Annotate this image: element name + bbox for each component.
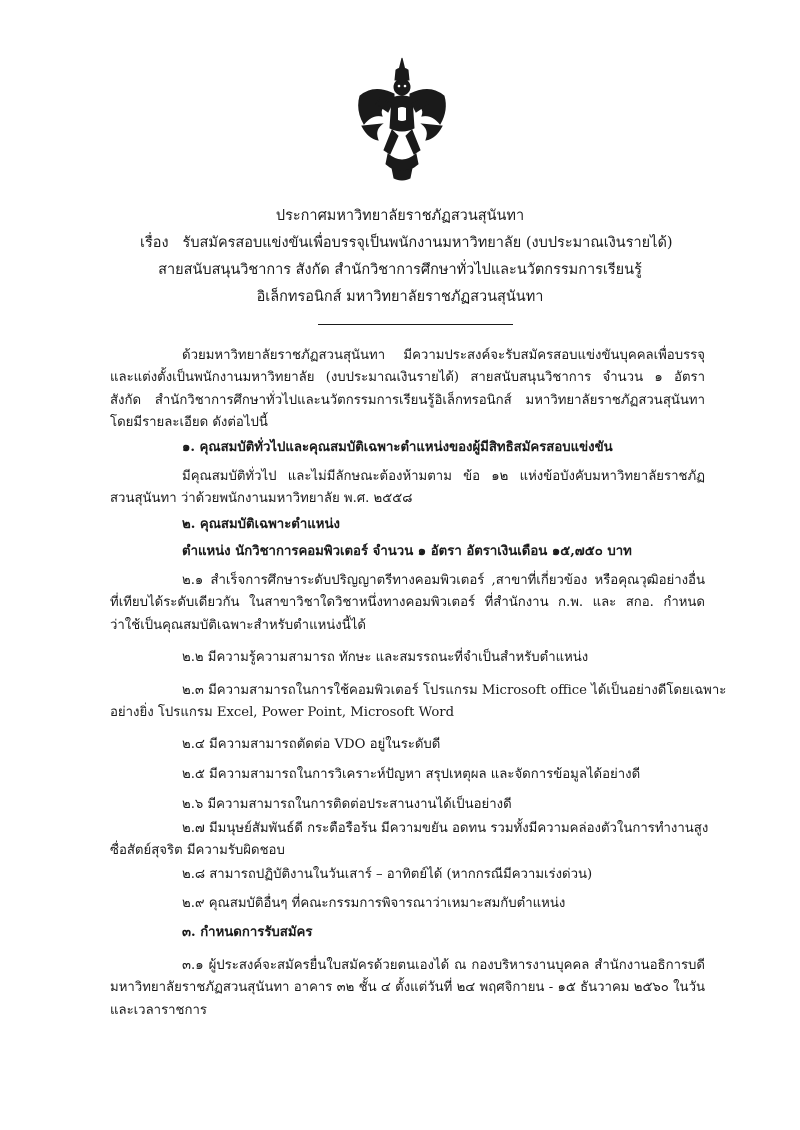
announcement-title: ประกาศมหาวิทยาลัยราชภัฏสวนสุนันทา [275, 208, 525, 224]
section-2-heading: ๒. คุณสมบัติเฉพาะตำแหน่ง [182, 517, 340, 532]
section-3-heading: ๓. กำหนดการรับสมัคร [182, 925, 313, 940]
intro-line: และแต่งตั้งเป็นพนักงานมหาวิทยาลัย (งบประมาณเงินรายได้) สายสนับสนุนวิชาการ จำนวน ๑ อัตรา [110, 370, 705, 386]
section-1-line: สวนสุนันทา ว่าด้วยพนักงานมหาวิทยาลัย พ.ศ. ๒๕๕๘ [110, 491, 413, 507]
item-2-6: ๒.๖ มีความสามารถในการติดต่อประสานงานได้เป็นอย่างดี [182, 797, 512, 812]
item-2-5: ๒.๕ มีความสามารถในการวิเคราะห์ปัญหา สรุปเหตุผล และจัดการข้อมูลได้อย่างดี [182, 767, 641, 782]
item-2-4: ๒.๔ มีความสามารถตัดต่อ VDO อยู่ในระดับดี [182, 737, 441, 752]
item-line: ซื่อสัตย์สุจริต มีความรับผิดชอบ [110, 843, 285, 859]
header-divider [318, 324, 513, 325]
announcement-subject [140, 233, 673, 253]
item-line: ๓.๑ ผู้ประสงค์จะสมัครยื่นใบสมัครด้วยตนเองได้ ณ กองบริหารงานบุคคล สำนักงานอธิการบดี [182, 958, 705, 973]
item-2-7 [110, 818, 709, 863]
item-2-1 [110, 570, 705, 637]
subject-text: รับสมัครสอบแข่งขันเพื่อบรรจุเป็นพนักงานมหาวิทยาลัย (งบประมาณเงินรายได้) [182, 235, 673, 251]
item-2-3 [110, 680, 727, 725]
item-2-8: ๒.๘ สามารถปฏิบัติงานในวันเสาร์ – อาทิตย์ได้ (หากกรณีมีความเร่งด่วน) [182, 867, 593, 882]
item-2-2: ๒.๒ มีความรู้ความสามารถ ทักษะ และสมรรถนะที่จำเป็นสำหรับตำแหน่ง [182, 650, 589, 665]
item-line: ๒.๑ สำเร็จการศึกษาระดับปริญญาตรีทางคอมพิวเตอร์ ,สาขาที่เกี่ยวข้อง หรือคุณวุฒิอย่างอื่น [182, 573, 705, 588]
item-line: มหาวิทยาลัยราชภัฏสวนสุนันทา อาคาร ๓๒ ชั้น ๔ ตั้งแต่วันที่ ๒๔ พฤศจิกายน - ๑๕ ธันวาคม ๒๕๖๐ ในวัน [110, 980, 705, 996]
intro-line: ด้วยมหาวิทยาลัยราชภัฏสวนสุนันทา มีความประสงค์จะรับสมัครสอบแข่งขันบุคคลเพื่อบรรจุ [182, 348, 705, 363]
item-line: และเวลาราชการ [110, 1002, 207, 1018]
item-2-9: ๒.๙ คุณสมบัติอื่นๆ ที่คณะกรรมการพิจารณาว่าเหมาะสมกับตำแหน่ง [182, 896, 566, 911]
garuda-emblem-icon [352, 54, 452, 184]
section-1-heading: ๑. คุณสมบัติทั่วไปและคุณสมบัติเฉพาะตำแหน่งของผู้มีสิทธิสมัครสอบแข่งขัน [182, 440, 613, 455]
intro-line: สังกัด สำนักวิชาการศึกษาทั่วไปและนวัตกรรมการเรียนรู้อิเล็กทรอนิกส์ มหาวิทยาลัยราชภัฏสวนสุนันทา [110, 392, 705, 408]
item-line: อย่างยิ่ง โปรแกรม Excel, Power Point, Microsoft Word [110, 705, 455, 721]
section-1-line: มีคุณสมบัติทั่วไป และไม่มีลักษณะต้องห้ามตาม ข้อ ๑๒ แห่งข้อบังคับมหาวิทยาลัยราชภัฏ [182, 469, 705, 484]
intro-line: โดยมีรายละเอียด ดังต่อไปนี้ [110, 415, 268, 431]
position-line: ตำแหน่ง นักวิชาการคอมพิวเตอร์ จำนวน ๑ อัตรา อัตราเงินเดือน ๑๕,๗๕๐ บาท [182, 544, 632, 559]
section-1-body [110, 466, 705, 511]
item-3-1 [110, 955, 705, 1022]
item-line: ๒.๗ มีมนุษย์สัมพันธ์ดี กระตือรือร้น มีความขยัน อดทน รวมทั้งมีความคล่องตัวในการทำงานสูง [182, 821, 709, 836]
subject-line-3: สายสนับสนุนวิชาการ สังกัด สำนักวิชาการศึกษาทั่วไปและนวัตกรรมการเรียนรู้ [158, 262, 642, 278]
item-line: ที่เทียบได้ระดับเดียวกัน ในสาขาวิชาใดวิชาหนึ่งทางคอมพิวเตอร์ ที่สำนักงาน ก.พ. และ สกอ. กำหนด [110, 595, 705, 611]
item-line: ว่าใช้เป็นคุณสมบัติเฉพาะสำหรับตำแหน่งนี้ได้ [110, 617, 366, 633]
subject-keyword: เรื่อง [140, 235, 169, 251]
item-line: ๒.๓ มีความสามารถในการใช้คอมพิวเตอร์ โปรแกรม Microsoft office ได้เป็นอย่างดีโดยเฉพาะ [182, 683, 727, 698]
subject-line-4: อิเล็กทรอนิกส์ มหาวิทยาลัยราชภัฏสวนสุนันทา [256, 289, 544, 305]
intro-paragraph [110, 345, 705, 435]
